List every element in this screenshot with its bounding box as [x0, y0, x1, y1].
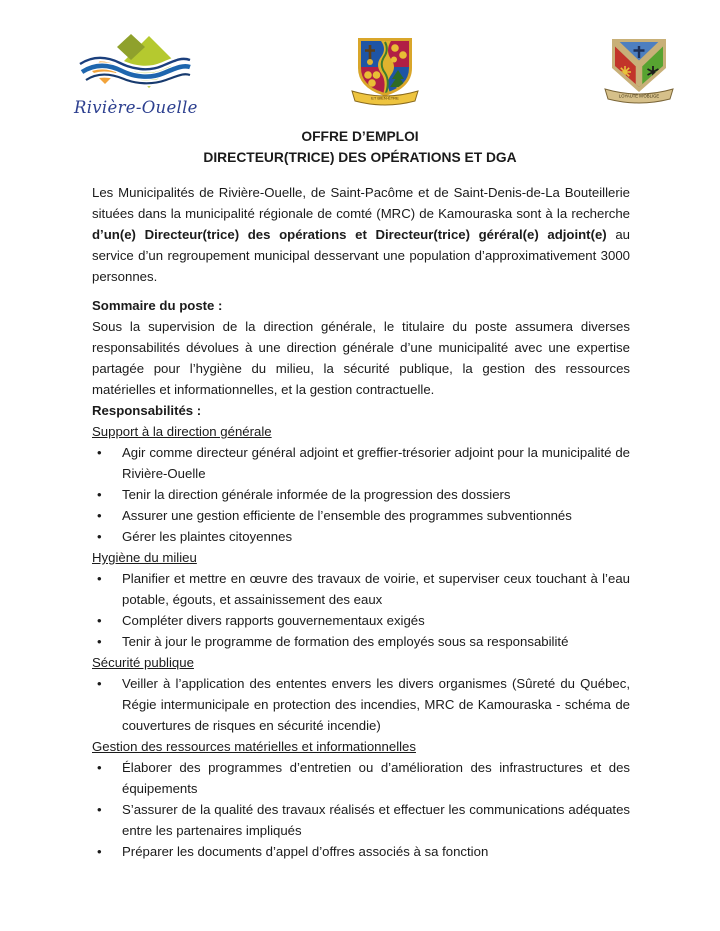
saint-denis-motto: LOYAUTÉ M'OBLIGE: [618, 93, 660, 99]
riviere-ouelle-logo: [74, 34, 196, 117]
bullet-list-securite-publique: [92, 673, 630, 736]
bullet-list-gestion-ressources: [92, 757, 630, 862]
saint-denis-crest: [600, 36, 678, 111]
list-item: • Tenir la direction générale informée de la progression des dossiers: [92, 484, 630, 505]
list-item: • Planifier et mettre en œuvre des travaux de voirie, et superviser ceux touchant à l’eau potable, égouts, et assainissement des eaux: [92, 568, 630, 610]
list-item: • Préparer les documents d’appel d’offres associés à sa fonction: [92, 841, 630, 862]
title-line-2: DIRECTEUR(TRICE) DES OPÉRATIONS ET DGA: [203, 150, 517, 165]
list-item: • Élaborer des programmes d’entretien ou d’amélioration des infrastructures et des équipements: [92, 757, 630, 799]
bullet-list-support-direction-generale: [92, 442, 630, 547]
summary-heading: Sommaire du poste :: [92, 298, 223, 313]
intro-text-bold: d’un(e) Directeur(trice) des opérations et Directeur(trice) géréral(e) adjoint(e): [92, 227, 607, 242]
document-title: [0, 126, 720, 168]
list-item: • Assurer une gestion efficiente de l’ensemble des programmes subventionnés: [92, 505, 630, 526]
responsibilities-heading: Responsabilités :: [92, 403, 202, 418]
list-item: • Tenir à jour le programme de formation des employés sous sa responsabilité: [92, 631, 630, 652]
list-item: • Agir comme directeur général adjoint et greffier-trésorier adjoint pour la municipalité de Rivière-Ouelle: [92, 442, 630, 484]
title-line-1: OFFRE D’EMPLOI: [301, 129, 419, 144]
list-item: • Compléter divers rapports gouvernementaux exigés: [92, 610, 630, 631]
riviere-ouelle-mark-icon: [74, 34, 196, 92]
intro-text-pre: Les Municipalités de Rivière-Ouelle, de Saint-Pacôme et de Saint-Denis-de-La Bouteillerie situées dans la municipalité régionale de comté (MRC) de Kamouraska sont à la recherche: [92, 185, 630, 221]
intro-paragraph: [92, 182, 630, 287]
summary-paragraph: Sous la supervision de la direction générale, le titulaire du poste assumera diverses responsabilités dévolues à une direction générale d’une municipalité avec une expertise partagée pour l’hygiène du milieu, la sécurité publique, la gestion des ressources matérielles et informationnelles, et la gestion contractuelle.: [92, 319, 630, 397]
subheading-support-direction-generale: Support à la direction générale: [92, 424, 272, 439]
saint-denis-crest-icon: [600, 36, 678, 106]
list-item: • Gérer les plaintes citoyennes: [92, 526, 630, 547]
riviere-ouelle-wordmark: Rivière-Ouelle: [74, 98, 198, 117]
subheading-securite-publique: Sécurité publique: [92, 655, 194, 670]
subheading-hygiene-du-milieu: Hygiène du milieu: [92, 550, 197, 565]
saint-pacome-motto: ET BIEN-ÊTRE: [371, 95, 399, 101]
list-item: • S’assurer de la qualité des travaux réalisés et effectuer les communications adéquates entre les partenaires impliqués: [92, 799, 630, 841]
subheading-gestion-ressources: Gestion des ressources matérielles et informationnelles: [92, 739, 416, 754]
list-item: • Veiller à l’application des ententes envers les divers organismes (Sûreté du Québec, Régie intermunicipale en protection des incendies, MRC de Kamouraska - schéma de couvertures de risques en sécurité incendie): [92, 673, 630, 736]
document-body: [0, 168, 720, 862]
intro-text-post: au service d’un regroupement municipal desservant une population d’approximativement 3000 personnes.: [92, 227, 630, 284]
header-logos: [0, 0, 720, 118]
saint-pacome-crest: [348, 35, 422, 114]
saint-pacome-crest-icon: [348, 35, 422, 109]
bullet-list-hygiene-du-milieu: [92, 568, 630, 652]
